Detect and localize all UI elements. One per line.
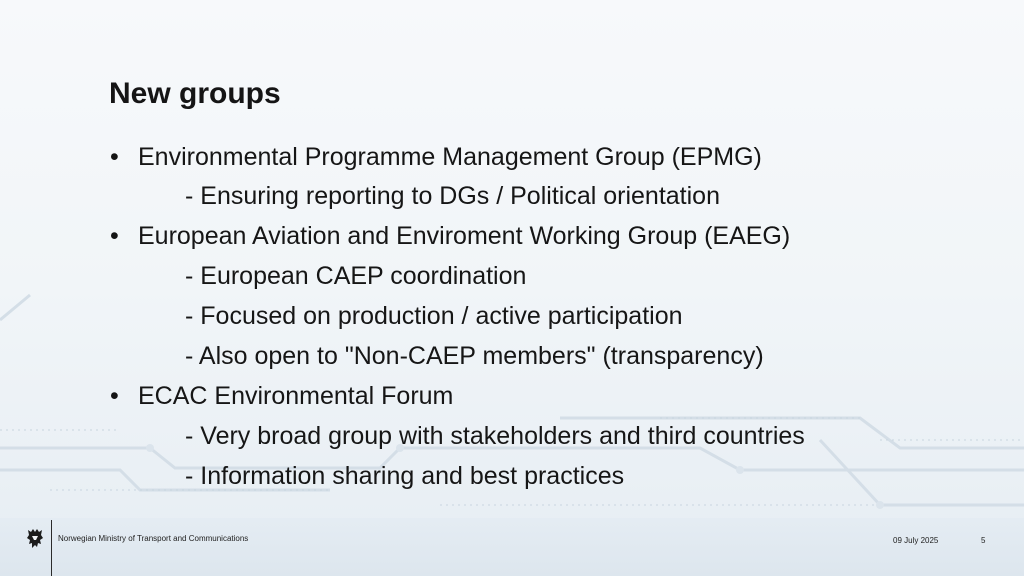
list-item: ECAC Environmental Forum — [138, 382, 454, 410]
list-subitem: - Ensuring reporting to DGs / Political orientation — [185, 182, 720, 210]
bullet-marker: • — [110, 382, 119, 410]
list-subitem: - Focused on production / active participation — [185, 302, 683, 330]
list-item: European Aviation and Enviroment Working Group (EAEG) — [138, 222, 791, 250]
list-subitem: - Very broad group with stakeholders and third countries — [185, 422, 805, 450]
bullet-marker: • — [110, 143, 119, 171]
slide-date: 09 July 2025 — [893, 536, 939, 545]
list-subitem: - Information sharing and best practices — [185, 462, 625, 490]
norwegian-lion-crest-icon — [25, 528, 45, 550]
list-subitem: - European CAEP coordination — [185, 262, 527, 290]
slide-title: New groups — [109, 77, 281, 110]
list-subitem: - Also open to "Non-CAEP members" (transparency) — [185, 342, 764, 370]
bullet-marker: • — [110, 222, 119, 250]
list-item: Environmental Programme Management Group (EPMG) — [138, 143, 762, 171]
ministry-name: Norwegian Ministry of Transport and Communications — [58, 534, 249, 543]
footer-bar — [0, 518, 1024, 576]
footer-divider — [51, 520, 52, 576]
page-number: 5 — [981, 536, 986, 545]
